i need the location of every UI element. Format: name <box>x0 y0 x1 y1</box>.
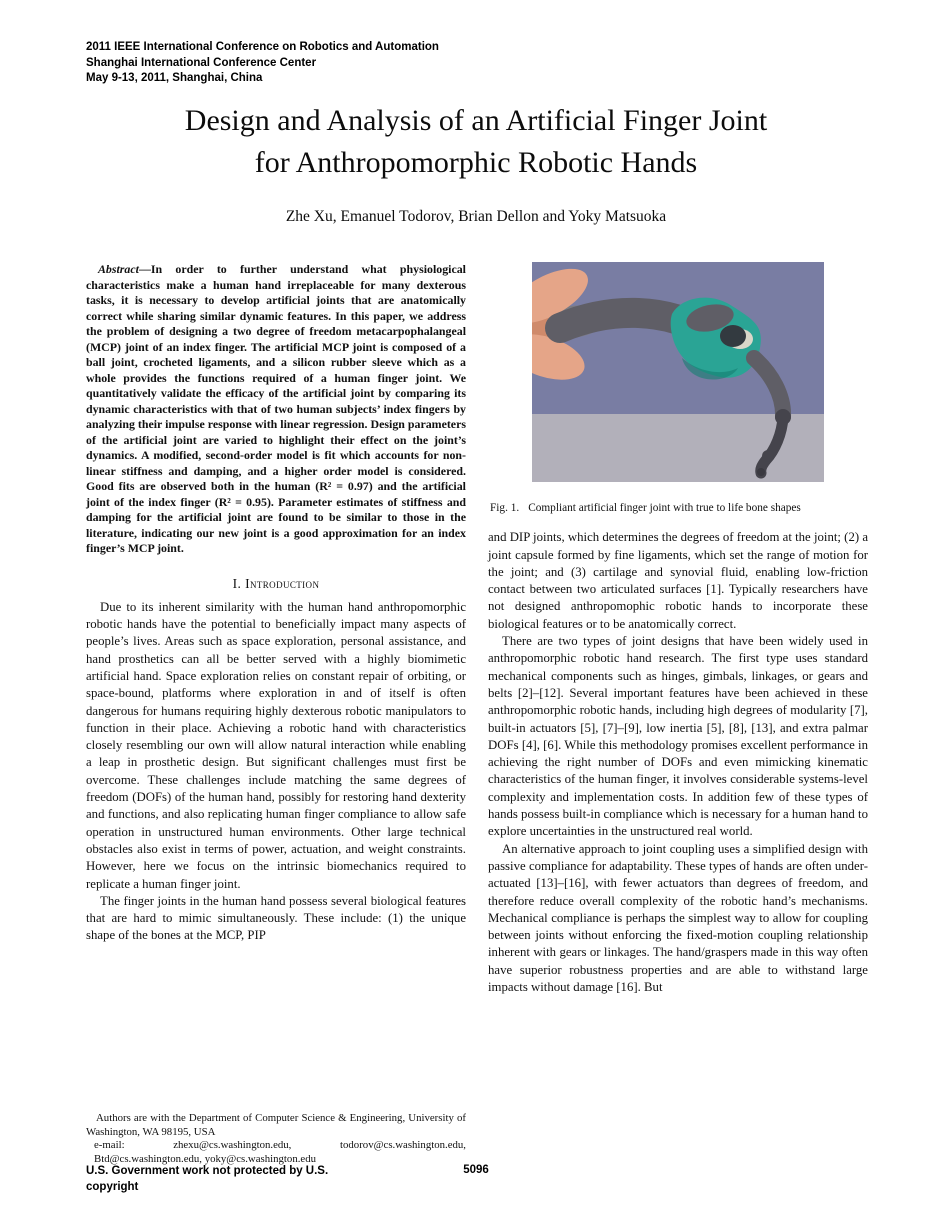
authors-line: Zhe Xu, Emanuel Todorov, Brian Dellon and Yoky Matsuoka <box>285 208 667 225</box>
column-left <box>86 262 466 1166</box>
title-line-1: Design and Analysis of an Artificial Finger Joint <box>184 104 768 137</box>
finger-joint-illustration <box>532 262 824 482</box>
abstract-text: —In order to further understand what physiological characteristics make a human hand irreplaceable for many dexterous tasks, it is necessary to develop artificial joints that are anatomically correct while sharing similar dynamic features. In this paper, we address the problem of designing a two degree of freedom metacarpophalangeal (MCP) joint of an index finger. The artificial MCP joint is composed of a ball joint, crocheted ligaments, and a silicon rubber sleeve which as a whole provides the functions required of a human finger joint. We quantitatively validate the efficacy of the artificial joint by comparing its dynamic characteristics with that of two human subjects’ index fingers by analyzing their impulse response with linear regression. Design parameters of the artificial joint are varied to highlight their effect on the joint’s dynamics. A modified, second-order model is fit which accounts for non-linear stiffness and damping, and a higher order model is considered. Good fits are observed both in the human (R² = 0.97) and the artificial joint of the index finger (R² = 0.95). Parameter estimates of stiffness and damping for the artificial joint are found to be similar to those in the literature, indicating our new joint is a good approximation for an index finger’s MCP joint. <box>86 262 466 555</box>
copyright-notice-line-1: U.S. Government work not protected by U.S. <box>86 1165 329 1177</box>
sleeve-opening-hole <box>720 325 746 347</box>
email-note: e-mail: zhexu@cs.washington.edu, todorov@cs.washington.edu, Btd@cs.washington.edu, yoky@cs.washington.edu <box>94 1139 466 1165</box>
intro-paragraph-1: Due to its inherent similarity with the human hand anthropomorphic robotic hands have the potential to beneficially impact many aspects of people’s lives. Areas such as space exploration, personal assistance, and hand prosthetics can all be better served with a highly biomimetic artificial hand. Space exploration relies on constant repair of orbiting, or space-bound, platforms where exploration in and of itself is often dangerous for humans requiring highly dexterous robotic manipulators to function in their place. Achieving a robotic hand with characteristics closely resembling our own will allow natural interaction while enabling a leap in prosthetic design. But significant challenges must first be overcome. These challenges include matching the same degrees of freedom (DOFs) of the human hand, possibly for restoring hand dexterity and functions, and also replicating human finger compliance to allow safe operation in unstructured human environments. Other large technical obstacles also exist in terms of power, actuation, and weight constraints. However, here we focus on the intrinsic biomechanics required to replicate a human finger joint. <box>86 599 466 891</box>
two-column-body <box>86 262 868 1166</box>
distal-joint-bump-1 <box>775 409 791 425</box>
page-number: 5096 <box>463 1164 489 1176</box>
conference-name: 2011 IEEE International Conference on Robotics and Automation <box>86 41 439 53</box>
conference-date: May 9-13, 2011, Shanghai, China <box>86 72 263 84</box>
figure-1 <box>488 262 868 487</box>
author-footnote <box>86 1112 466 1166</box>
title-line-2: for Anthropomorphic Robotic Hands <box>254 146 698 179</box>
fingertip-bone <box>757 468 765 476</box>
paper-title <box>0 100 952 184</box>
body-paragraph-alternative-approach: An alternative approach to joint coupling uses a simplified design with passive compliance for adaptability. These types of hands are often under-actuated [13]–[16], with fewer actuators than degrees of freedom, and therefore reduce overall complexity of the robotic hand’s mechanisms. Mechanical compliance is perhaps the simplest way to allow for coupling between joints without enforcing the fixed-motion coupling relationship inherent with gears or linkages. The hand/graspers made in this way often have superior robustness properties and are able to withstand large impacts without damage [16]. But <box>488 841 868 995</box>
body-paragraph-continuation: and DIP joints, which determines the degrees of freedom at the joint; (2) a joint capsule formed by fine ligaments, which set the range of motion for the joint; and (3) cartilage and synovial fluid, enabling low-friction contact between two articulated surfaces [1]. Typically researchers have not designed anthropomophic robotic hands to incorporate these biological features or to be anatomically correct. <box>488 530 868 631</box>
abstract-label: Abstract <box>98 262 139 276</box>
conference-venue: Shanghai International Conference Center <box>86 56 317 69</box>
column-right <box>488 262 868 1166</box>
copyright-notice-line-2: copyright <box>86 1180 139 1193</box>
section-heading-introduction: I. Introduction <box>232 575 320 591</box>
figure-1-caption <box>490 501 866 515</box>
abstract <box>86 262 466 557</box>
body-paragraph-joint-types: There are two types of joint designs that have been widely used in anthropomorphic robotic hand research. The first type uses standard mechanical components such as hinges, gimbals, linkages, or gears and belts [2]–[12]. Several important features have been achieved in these anthropomorphic robotic hands, including high degrees of modularity [7], built-in actuators [5], [7]–[9], low inertia [5], [8], [13], and extra palmar DOFs [4], [6]. While this methodology promises excellent performance in achieving the right number of DOFs and even mimicking kinematic characteristics of the human finger, it involves considerable systems-level complexity and implementation costs. In addition few of these types of hands possess built-in compliance which is necessary for a human hand to explore uncertainties in the unstructured real world. <box>488 634 868 839</box>
intro-paragraph-2: The finger joints in the human hand possess several biological features that are hard to mimic simultaneously. These include: (1) the unique shape of the bones at the MCP, PIP <box>86 893 466 943</box>
figure-1-caption-label: Fig. 1. <box>490 502 520 515</box>
distal-joint-bump-2 <box>762 450 774 462</box>
figure-1-photo <box>532 262 824 482</box>
figure-1-caption-text: Compliant artificial finger joint with true to life bone shapes <box>528 502 801 515</box>
conference-header <box>86 40 439 87</box>
affiliation-note: Authors are with the Department of Computer Science & Engineering, University of Washington, WA 98195, USA <box>86 1112 466 1138</box>
